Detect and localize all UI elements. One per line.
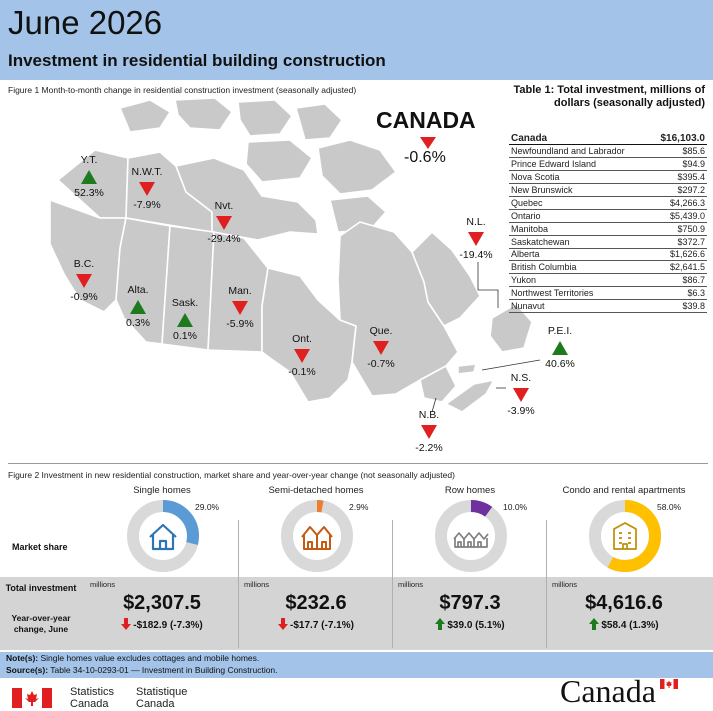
canada-value: -0.6% bbox=[404, 149, 446, 166]
apartment-icon bbox=[614, 523, 636, 549]
region-value: -7.9% bbox=[133, 199, 161, 211]
down-arrow-icon bbox=[512, 387, 530, 403]
table-row bbox=[509, 248, 707, 261]
table1-grid bbox=[509, 132, 707, 313]
figure1-title: Figure 1 Month-to-month change in residential construction investment (seasonally adjusted) bbox=[8, 85, 357, 95]
region-name: Ont. bbox=[292, 333, 312, 345]
region-value: 52.3% bbox=[74, 187, 104, 199]
table-cell-name: Newfoundland and Labrador bbox=[509, 145, 649, 158]
down-arrow-icon bbox=[278, 618, 288, 630]
region-value: 40.6% bbox=[545, 358, 575, 370]
total-investment-value: $2,307.5 bbox=[123, 592, 201, 614]
region-label-pei bbox=[520, 325, 600, 370]
housing-type-name: Condo and rental apartments bbox=[562, 485, 686, 496]
table-cell-name: Canada bbox=[509, 132, 649, 145]
table-cell-name: Northwest Territories bbox=[509, 287, 649, 300]
table-row bbox=[509, 184, 707, 197]
table-row bbox=[509, 235, 707, 248]
table-cell-value: $1,626.6 bbox=[649, 248, 707, 261]
market-share-value: 2.9% bbox=[349, 502, 369, 512]
canada-flag-icon bbox=[12, 688, 52, 708]
column-separator bbox=[392, 520, 393, 648]
table-cell-name: Quebec bbox=[509, 196, 649, 209]
canada-down-arrow-icon bbox=[419, 136, 437, 150]
housing-type-single bbox=[86, 485, 238, 631]
figure2-title: Figure 2 Investment in new residential construction, market share and year-over-year change (not seasonally adjusted) bbox=[8, 470, 455, 480]
row-homes-icon bbox=[454, 533, 488, 547]
agency-name-fr-line1: Statistique bbox=[136, 686, 188, 698]
market-share-value: 10.0% bbox=[503, 502, 528, 512]
table-cell-name: Manitoba bbox=[509, 222, 649, 235]
yoy-change-value: -$17.7 (-7.1%) bbox=[290, 620, 354, 631]
agency-name-en-line1: Statistics bbox=[70, 686, 115, 698]
region-name: N.B. bbox=[418, 409, 440, 421]
up-arrow-icon bbox=[589, 618, 599, 630]
region-value: 0.1% bbox=[173, 330, 197, 342]
table-cell-name: Ontario bbox=[509, 209, 649, 222]
region-name: Que. bbox=[369, 325, 393, 337]
region-label-nwt bbox=[107, 166, 187, 211]
up-arrow-icon bbox=[176, 312, 194, 328]
table-cell-name: Prince Edward Island bbox=[509, 158, 649, 171]
table-row bbox=[509, 287, 707, 300]
housing-type-apartments bbox=[548, 485, 700, 631]
down-arrow-icon bbox=[420, 424, 438, 440]
province-pei bbox=[458, 364, 476, 374]
table-cell-value: $6.3 bbox=[649, 287, 707, 300]
arctic-island bbox=[318, 140, 396, 194]
region-label-que bbox=[341, 325, 421, 370]
table-row bbox=[509, 274, 707, 287]
market-share-donut bbox=[280, 499, 354, 573]
millions-label: millions bbox=[90, 580, 116, 589]
source-label: Source(s): bbox=[6, 665, 49, 675]
table-cell-value: $94.9 bbox=[649, 158, 707, 171]
page-title: June 2026 bbox=[8, 4, 163, 41]
note-text: Single homes value excludes cottages and mobile homes. bbox=[38, 653, 260, 663]
canada-wordmark: Canada bbox=[560, 673, 656, 709]
table-row bbox=[509, 261, 707, 274]
table-cell-value: $86.7 bbox=[649, 274, 707, 287]
market-share-label: Market share bbox=[12, 542, 68, 552]
table-cell-name: Saskatchewan bbox=[509, 235, 649, 248]
region-label-ont bbox=[262, 333, 342, 378]
table-cell-name: Nunavut bbox=[509, 300, 649, 313]
yoy-change-value: $58.4 (1.3%) bbox=[601, 620, 659, 631]
yoy-change-value: -$182.9 (-7.3%) bbox=[133, 620, 203, 631]
region-name: N.L. bbox=[466, 216, 486, 228]
canada-label: CANADA bbox=[376, 107, 476, 133]
total-investment-label: Total investment bbox=[5, 583, 77, 593]
arctic-island bbox=[246, 140, 312, 182]
region-value: -0.7% bbox=[367, 358, 395, 370]
table-row bbox=[509, 300, 707, 313]
region-value: -2.2% bbox=[415, 442, 443, 454]
table-cell-name: British Columbia bbox=[509, 261, 649, 274]
table1-title: Table 1: Total investment, millions of dollars (seasonally adjusted) bbox=[513, 84, 705, 109]
millions-label: millions bbox=[398, 580, 424, 589]
housing-type-name: Semi-detached homes bbox=[268, 485, 364, 496]
region-label-nvt bbox=[184, 200, 264, 245]
housing-type-row bbox=[394, 485, 546, 631]
total-investment-value: $232.6 bbox=[285, 592, 347, 614]
region-value: -5.9% bbox=[226, 318, 254, 330]
region-name: B.C. bbox=[73, 258, 95, 270]
table-cell-value: $5,439.0 bbox=[649, 209, 707, 222]
table-row-total bbox=[509, 132, 707, 145]
down-arrow-icon bbox=[372, 340, 390, 356]
table1 bbox=[505, 84, 709, 313]
table-cell-value: $16,103.0 bbox=[649, 132, 707, 145]
table-cell-value: $750.9 bbox=[649, 222, 707, 235]
header-banner bbox=[0, 0, 713, 80]
single-house-icon bbox=[150, 525, 176, 549]
table-row bbox=[509, 196, 707, 209]
down-arrow-icon bbox=[75, 273, 93, 289]
region-value: 0.3% bbox=[126, 317, 150, 329]
millions-label: millions bbox=[244, 580, 270, 589]
table-cell-value: $395.4 bbox=[649, 171, 707, 184]
table-cell-name: Yukon bbox=[509, 274, 649, 287]
note-label: Note(s): bbox=[6, 653, 39, 663]
region-name: Y.T. bbox=[80, 154, 98, 166]
yoy-change bbox=[394, 618, 546, 631]
region-name: Sask. bbox=[171, 297, 199, 309]
region-label-ns bbox=[481, 372, 561, 417]
table-cell-value: $372.7 bbox=[649, 235, 707, 248]
region-value: -19.4% bbox=[459, 249, 493, 261]
agency-name-fr bbox=[136, 686, 187, 710]
agency-name-fr-line2: Canada bbox=[136, 698, 175, 710]
region-label-man bbox=[200, 285, 280, 330]
up-arrow-icon bbox=[80, 169, 98, 185]
arctic-island bbox=[120, 100, 170, 132]
down-arrow-icon bbox=[215, 215, 233, 231]
region-name: N.S. bbox=[510, 372, 532, 384]
table-cell-name: Alberta bbox=[509, 248, 649, 261]
page-subtitle: Investment in residential building construction bbox=[8, 51, 386, 70]
column-separator bbox=[238, 520, 239, 648]
source-text: Table 34-10-0293-01 — Investment in Building Construction. bbox=[48, 665, 278, 675]
region-name: N.W.T. bbox=[131, 166, 163, 178]
agency-name-en bbox=[70, 686, 114, 710]
down-arrow-icon bbox=[121, 618, 131, 630]
market-share-donut bbox=[126, 499, 200, 573]
market-share-value: 58.0% bbox=[657, 502, 682, 512]
arctic-island bbox=[296, 104, 342, 140]
section-divider bbox=[8, 463, 708, 464]
region-value: -29.4% bbox=[207, 233, 241, 245]
down-arrow-icon bbox=[231, 300, 249, 316]
region-label-nb bbox=[389, 409, 469, 454]
down-arrow-icon bbox=[293, 348, 311, 364]
housing-type-name: Single homes bbox=[133, 485, 191, 496]
region-name: Man. bbox=[228, 285, 252, 297]
yoy-change-label: Year-over-year change, June bbox=[11, 613, 71, 634]
total-investment-value: $4,616.6 bbox=[585, 592, 663, 614]
agency-name-en-line2: Canada bbox=[70, 698, 109, 710]
housing-type-name: Row homes bbox=[444, 485, 496, 496]
region-name: P.E.I. bbox=[547, 325, 573, 337]
down-arrow-icon bbox=[467, 231, 485, 247]
up-arrow-icon bbox=[551, 340, 569, 356]
market-share-value: 29.0% bbox=[195, 502, 220, 512]
wordmark-flag-icon bbox=[660, 679, 678, 689]
column-separator bbox=[546, 520, 547, 648]
table-cell-value: $85.6 bbox=[649, 145, 707, 158]
nl-leader-line bbox=[478, 262, 498, 308]
table-row bbox=[509, 171, 707, 184]
note-line bbox=[0, 652, 713, 664]
table-cell-name: New Brunswick bbox=[509, 184, 649, 197]
millions-label: millions bbox=[552, 580, 578, 589]
up-arrow-icon bbox=[435, 618, 445, 630]
semi-detached-icon bbox=[302, 527, 332, 549]
yoy-change bbox=[86, 618, 238, 631]
total-investment-value: $797.3 bbox=[439, 592, 501, 614]
down-arrow-icon bbox=[138, 181, 156, 197]
arctic-island bbox=[238, 100, 292, 136]
yoy-change bbox=[548, 618, 700, 631]
table-cell-value: $39.8 bbox=[649, 300, 707, 313]
table-cell-value: $2,641.5 bbox=[649, 261, 707, 274]
region-value: -0.1% bbox=[288, 366, 316, 378]
table-cell-name: Nova Scotia bbox=[509, 171, 649, 184]
market-share-donut bbox=[588, 499, 662, 573]
region-value: -0.9% bbox=[70, 291, 98, 303]
yoy-change-value: $39.0 (5.1%) bbox=[447, 620, 505, 631]
table-cell-value: $4,266.3 bbox=[649, 196, 707, 209]
region-name: Nvt. bbox=[214, 200, 234, 212]
housing-type-semi bbox=[240, 485, 392, 631]
table-row bbox=[509, 209, 707, 222]
region-name: Alta. bbox=[127, 284, 149, 296]
table-cell-value: $297.2 bbox=[649, 184, 707, 197]
yoy-change bbox=[240, 618, 392, 631]
table-row bbox=[509, 222, 707, 235]
region-label-nl bbox=[436, 216, 516, 261]
market-share-donut bbox=[434, 499, 508, 573]
table-row bbox=[509, 145, 707, 158]
arctic-island bbox=[175, 98, 232, 130]
table-row bbox=[509, 158, 707, 171]
region-value: -3.9% bbox=[507, 405, 535, 417]
